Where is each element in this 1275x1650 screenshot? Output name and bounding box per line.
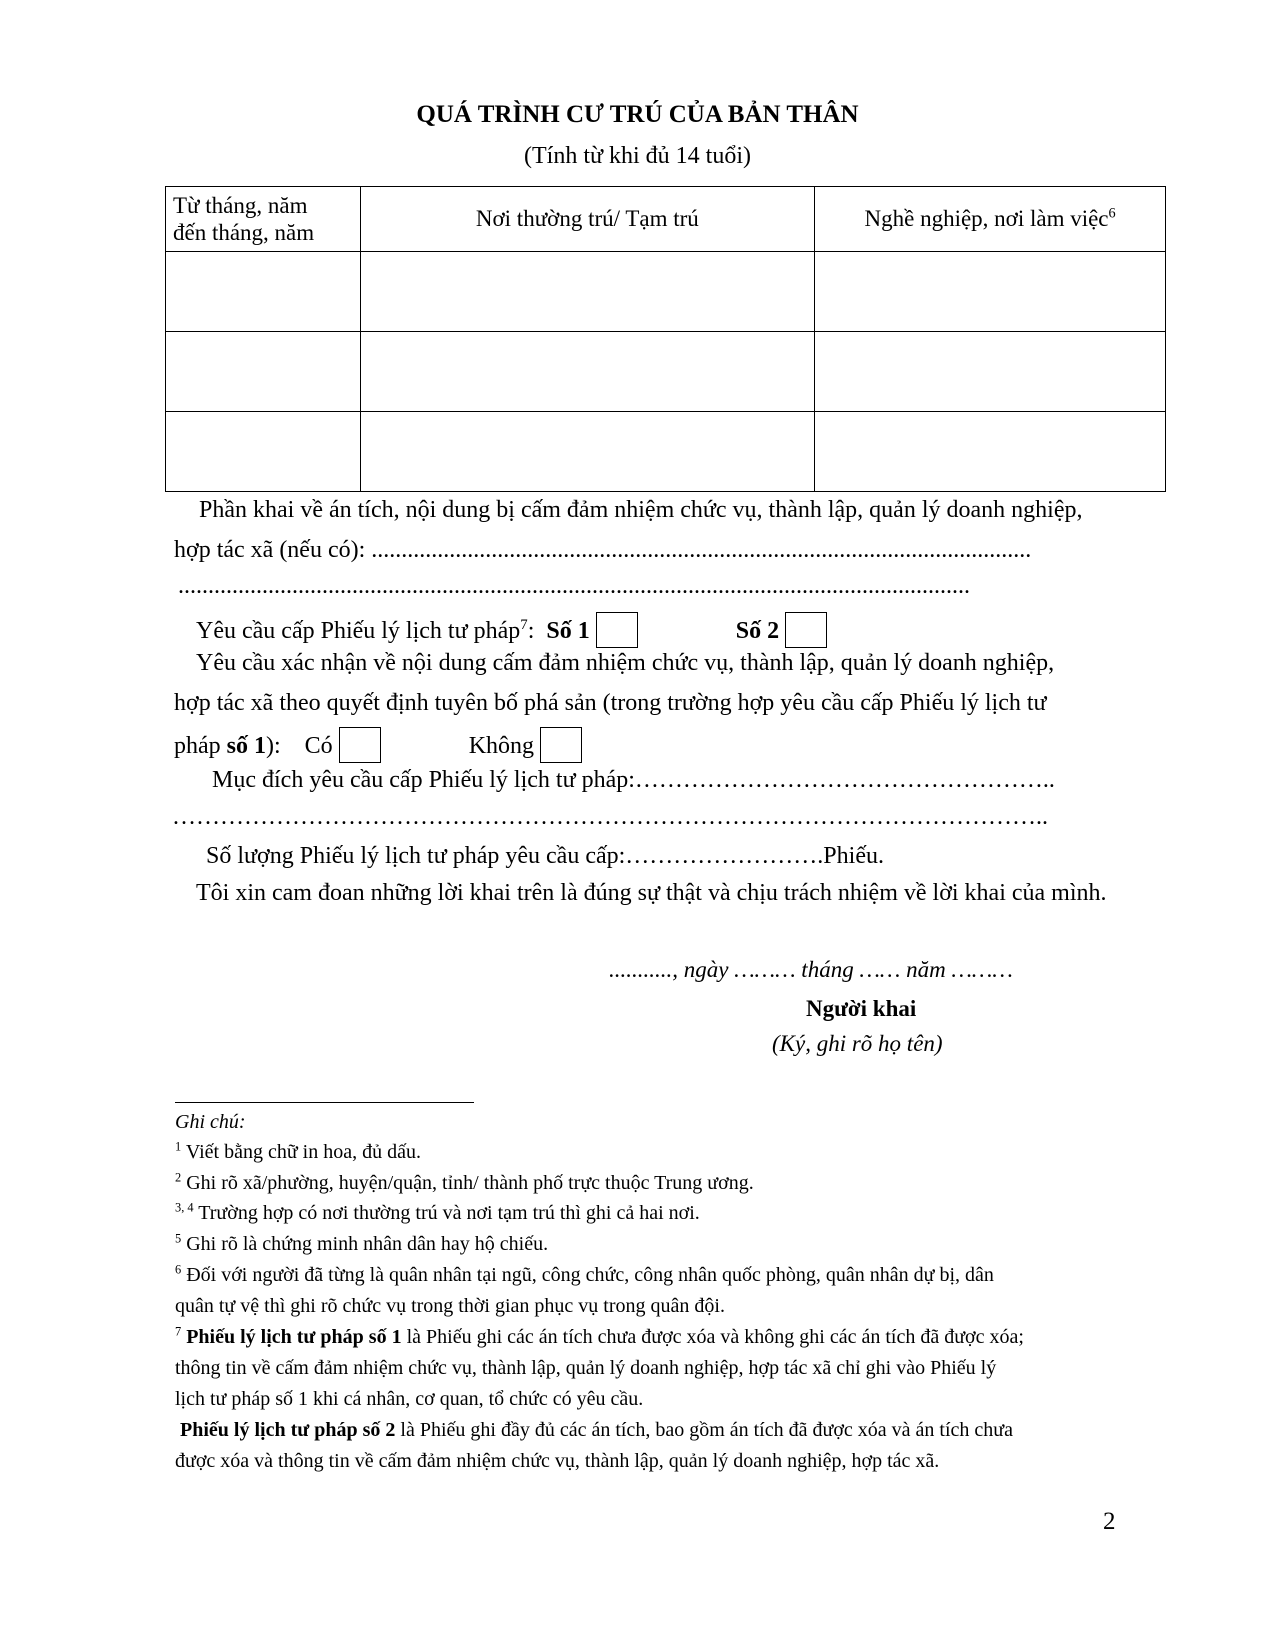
footnote-number: 5 xyxy=(175,1231,182,1246)
footnote-number: 3, 4 xyxy=(175,1200,194,1215)
date-text: ..........., ngày ……… tháng …… năm ……… xyxy=(609,957,1013,982)
footnote-ref: 6 xyxy=(1108,205,1116,222)
option-so2-label: Số 2 xyxy=(735,618,780,644)
footnote-text: Ghi rõ xã/phường, huyện/quận, tỉnh/ thành phố trực thuộc Trung ương. xyxy=(186,1172,754,1194)
table-row xyxy=(166,412,1166,492)
header-occupation xyxy=(815,187,1166,252)
request-colon: : xyxy=(527,618,535,644)
cell-residence[interactable] xyxy=(360,412,815,492)
page-number: 2 xyxy=(1103,1508,1116,1535)
declarant-label: Người khai xyxy=(806,996,917,1021)
date-line xyxy=(609,957,1013,983)
footnote-text: là Phiếu ghi đầy đủ các án tích, bao gồm án tích đã được xóa và án tích chưa xyxy=(395,1419,1013,1441)
so2-checkbox[interactable] xyxy=(785,612,827,648)
footnote-5 xyxy=(175,1233,548,1256)
header-residence: Nơi thường trú/ Tạm trú xyxy=(360,187,815,252)
no-checkbox[interactable] xyxy=(540,727,582,763)
footnote-6-cont: quân tự vệ thì ghi rõ chức vụ trong thời gian phục vụ trong quân đội. xyxy=(175,1295,725,1317)
yes-checkbox[interactable] xyxy=(339,727,381,763)
page-title: QUÁ TRÌNH CƯ TRÚ CỦA BẢN THÂN xyxy=(416,101,859,128)
purpose-line1[interactable]: Mục đích yêu cầu cấp Phiếu lý lịch tư pháp:…………………………………………….. xyxy=(212,767,1055,793)
cell-residence[interactable] xyxy=(360,252,815,332)
footnote-number: 7 xyxy=(175,1324,182,1339)
residence-table xyxy=(165,186,1166,492)
option-no-label: Không xyxy=(468,733,535,759)
footnote-divider xyxy=(175,1102,474,1103)
footnote-2 xyxy=(175,1172,754,1195)
option-so1-label: Số 1 xyxy=(546,618,590,644)
footnote-number: 6 xyxy=(175,1262,182,1277)
cell-period[interactable] xyxy=(166,332,361,412)
cell-period[interactable] xyxy=(166,252,361,332)
cell-occupation[interactable] xyxy=(815,332,1166,412)
footnote-text: Đối với người đã từng là quân nhân tại ngũ, công chức, công nhân quốc phòng, quân nhân dự bị, dân xyxy=(186,1264,994,1286)
request-line xyxy=(196,612,827,648)
footnote-7b xyxy=(180,1419,1013,1442)
footnote-text: Trường hợp có nơi thường trú và nơi tạm trú thì ghi cả hai nơi. xyxy=(198,1202,700,1224)
notes-heading-text: Ghi chú: xyxy=(175,1111,246,1133)
footnote-number: 2 xyxy=(175,1170,182,1185)
signature-instruction xyxy=(772,1031,943,1057)
footnote-1 xyxy=(175,1141,421,1164)
header-period-line2: đến tháng, năm xyxy=(173,220,315,245)
notes-heading xyxy=(175,1111,246,1134)
footnote-3-4 xyxy=(175,1202,700,1225)
criminal-record-line2[interactable]: hợp tác xã (nếu có): .............................................................................................................. xyxy=(174,537,1032,563)
criminal-record-line3[interactable]: .................................................................................................................................... xyxy=(178,573,970,599)
cell-occupation[interactable] xyxy=(815,252,1166,332)
table-row xyxy=(166,332,1166,412)
footnote-7b-cont: được xóa và thông tin về cấm đảm nhiệm chức vụ, thành lập, quản lý doanh nghiệp, hợp tác xã. xyxy=(175,1450,940,1472)
footnote-ref: 7 xyxy=(520,617,528,633)
confirm-line3-bold: số 1 xyxy=(226,733,266,759)
page-subtitle: (Tính từ khi đủ 14 tuổi) xyxy=(524,143,751,169)
option-yes-label: Có xyxy=(304,733,333,759)
cell-occupation[interactable] xyxy=(815,412,1166,492)
purpose-line2[interactable]: ……………………………………………………………………………………………….. xyxy=(172,804,1048,830)
table-header-row xyxy=(166,187,1166,252)
footnote-text: Viết bằng chữ in hoa, đủ dấu. xyxy=(185,1141,421,1163)
request-label: Yêu cầu cấp Phiếu lý lịch tư pháp xyxy=(196,618,521,644)
pledge-line: Tôi xin cam đoan những lời khai trên là đúng sự thật và chịu trách nhiệm về lời khai của mình. xyxy=(196,880,1107,906)
so1-checkbox[interactable] xyxy=(596,612,638,648)
confirm-line3 xyxy=(174,727,582,763)
header-period-line1: Từ tháng, năm xyxy=(173,193,308,218)
table-row xyxy=(166,252,1166,332)
footnote-7-cont2: lịch tư pháp số 1 khi cá nhân, cơ quan, tổ chức có yêu cầu. xyxy=(175,1388,644,1410)
footnote-text: Ghi rõ là chứng minh nhân dân hay hộ chiếu. xyxy=(186,1233,549,1255)
confirm-line1: Yêu cầu xác nhận về nội dung cấm đảm nhiệm chức vụ, thành lập, quản lý doanh nghiệp, xyxy=(196,650,1055,676)
footnote-7 xyxy=(175,1326,1024,1349)
footnote-bold: Phiếu lý lịch tư pháp số 2 xyxy=(180,1419,396,1441)
confirm-line3-post: ): xyxy=(266,733,281,759)
header-occupation-label: Nghề nghiệp, nơi làm việc xyxy=(864,206,1109,231)
cell-residence[interactable] xyxy=(360,332,815,412)
footnote-text: là Phiếu ghi các án tích chưa được xóa và không ghi các án tích đã được xóa; xyxy=(401,1326,1024,1348)
cell-period[interactable] xyxy=(166,412,361,492)
signature-instruction-text: (Ký, ghi rõ họ tên) xyxy=(772,1031,943,1056)
criminal-record-line1: Phần khai về án tích, nội dung bị cấm đảm nhiệm chức vụ, thành lập, quản lý doanh nghiệp, xyxy=(199,497,1083,523)
footnote-6 xyxy=(175,1264,994,1287)
footnote-7-cont1: thông tin về cấm đảm nhiệm chức vụ, thành lập, quản lý doanh nghiệp, hợp tác xã chỉ ghi vào Phiếu lý xyxy=(175,1357,997,1379)
footnote-number: 1 xyxy=(175,1139,182,1154)
quantity-line[interactable]: Số lượng Phiếu lý lịch tư pháp yêu cầu cấp:…………………….Phiếu. xyxy=(206,843,884,869)
footnote-bold: Phiếu lý lịch tư pháp số 1 xyxy=(186,1326,402,1348)
confirm-line2: hợp tác xã theo quyết định tuyên bố phá sản (trong trường hợp yêu cầu cấp Phiếu lý lịch tư xyxy=(174,690,1047,716)
header-period xyxy=(166,187,361,252)
confirm-line3-pre: pháp xyxy=(174,733,227,759)
